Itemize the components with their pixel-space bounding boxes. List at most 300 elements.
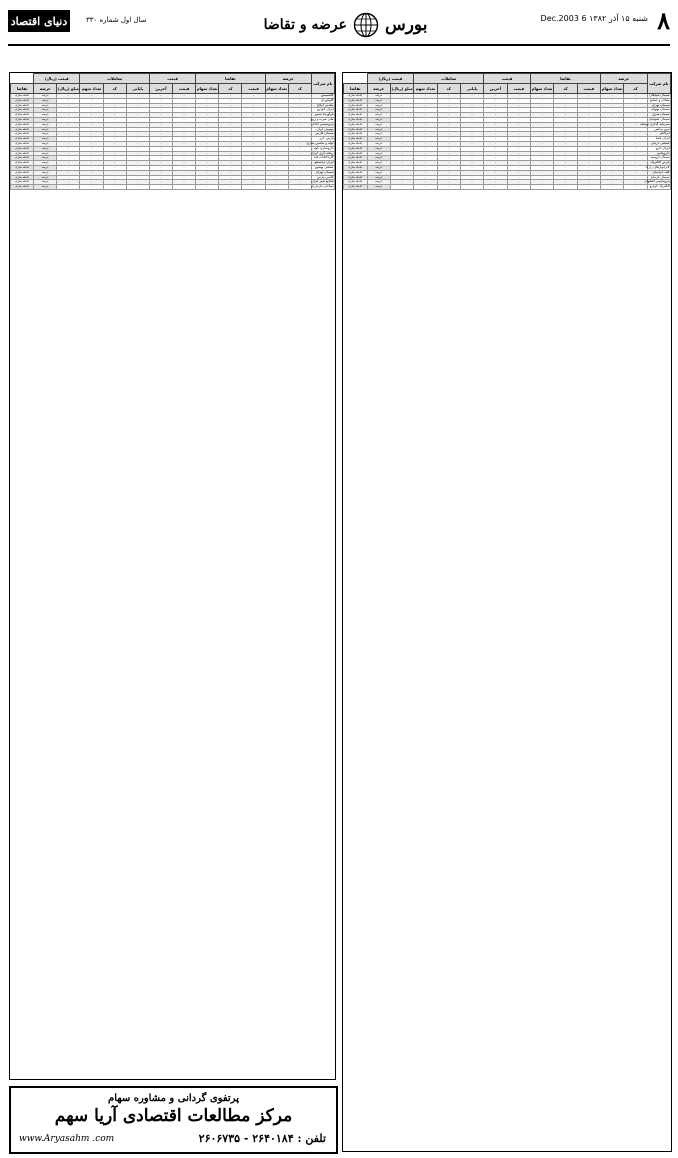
- table-cell: -: [390, 151, 413, 156]
- table-cell: -: [80, 141, 103, 146]
- table-cell: -: [554, 94, 577, 99]
- table-cell: -: [126, 146, 149, 151]
- group-header: قیمت (ریال): [367, 74, 414, 84]
- table-cell: -: [577, 98, 600, 103]
- table-cell: -: [437, 94, 460, 99]
- table-cell: -: [577, 165, 600, 170]
- table-cell: -: [460, 132, 483, 137]
- table-cell: عامله سازی: [344, 141, 368, 146]
- table-cell: -: [484, 141, 507, 146]
- table-cell: -: [265, 108, 288, 113]
- table-cell: -: [554, 170, 577, 175]
- column-header: تقاضا: [11, 84, 34, 94]
- table-cell: -: [577, 161, 600, 166]
- table-cell: -: [554, 108, 577, 113]
- company-name-cell: کاشی پارس: [311, 175, 334, 180]
- table-cell: -: [265, 165, 288, 170]
- newspaper-logo: دنیای اقتصاد: [8, 10, 70, 32]
- table-cell: -: [242, 103, 265, 108]
- table-cell: -: [126, 185, 149, 190]
- table-cell: -: [600, 103, 623, 108]
- table-cell: -: [57, 146, 80, 151]
- company-name-cell: سرمایه گذاری توسعه: [640, 121, 670, 126]
- table-cell: -: [414, 185, 437, 190]
- stock-table: [343, 73, 671, 190]
- column-header: قیمت: [577, 84, 600, 94]
- column-header: کد: [219, 84, 242, 94]
- table-cell: -: [484, 185, 507, 190]
- table-cell: -: [265, 127, 288, 132]
- table-cell: -: [288, 98, 311, 103]
- table-cell: -: [173, 151, 196, 156]
- table-cell: عرضه: [34, 146, 57, 151]
- table-cell: -: [80, 137, 103, 142]
- column-header: کد: [624, 84, 647, 94]
- group-header-row: [344, 74, 671, 84]
- table-cell: -: [437, 170, 460, 175]
- table-cell: -: [600, 156, 623, 161]
- table-cell: -: [149, 161, 172, 166]
- table-cell: -: [196, 170, 219, 175]
- table-cell: -: [173, 175, 196, 180]
- table-cell: -: [242, 175, 265, 180]
- column-header: مبلغ (ریال): [57, 84, 80, 94]
- column-header: کد: [103, 84, 126, 94]
- table-cell: عرضه: [34, 122, 57, 127]
- table-cell: -: [242, 122, 265, 127]
- table-cell: -: [437, 151, 460, 156]
- table-cell: -: [149, 165, 172, 170]
- table-cell: عرضه: [367, 127, 390, 132]
- table-cell: -: [600, 137, 623, 142]
- column-header: تعداد سهام: [265, 84, 288, 94]
- table-cell: -: [242, 94, 265, 99]
- table-cell: -: [103, 137, 126, 142]
- table-cell: -: [265, 113, 288, 118]
- table-cell: -: [414, 141, 437, 146]
- table-cell: -: [484, 146, 507, 151]
- company-name-cell: نیرو ترانس: [647, 127, 670, 132]
- table-cell: -: [484, 137, 507, 142]
- table-cell: -: [57, 151, 80, 156]
- table-cell: -: [80, 117, 103, 122]
- table-cell: -: [173, 117, 196, 122]
- table-cell: -: [80, 185, 103, 190]
- table-cell: -: [126, 122, 149, 127]
- table-cell: -: [196, 113, 219, 118]
- group-header: معاملات: [414, 74, 484, 84]
- table-cell: -: [507, 161, 530, 166]
- table-cell: -: [149, 141, 172, 146]
- company-name-cell: معدنی املاح: [311, 103, 334, 108]
- table-cell: -: [484, 175, 507, 180]
- table-cell: -: [103, 113, 126, 118]
- table-cell: -: [196, 103, 219, 108]
- table-cell: عرضه: [367, 108, 390, 113]
- table-cell: -: [390, 132, 413, 137]
- company-name-cell: ملی سرب و روی: [309, 116, 334, 121]
- issue-date: شنبه ۱۵ آذر ۱۳۸۲ 6 Dec.2003: [540, 14, 648, 23]
- table-cell: -: [624, 185, 647, 190]
- header-rule: [8, 44, 670, 46]
- table-cell: -: [460, 151, 483, 156]
- company-name-cell: کارخانجات قند: [311, 156, 334, 161]
- table-cell: عرضه: [367, 165, 390, 170]
- table-cell: -: [390, 146, 413, 151]
- company-name-cell: صنعتی دریایی: [647, 141, 670, 146]
- table-cell: -: [196, 117, 219, 122]
- table-cell: -: [437, 127, 460, 132]
- table-cell: -: [57, 94, 80, 99]
- table-cell: عامله سازی: [11, 98, 34, 103]
- company-name-cell: گلوکوزان: [311, 98, 334, 103]
- table-cell: -: [390, 161, 413, 166]
- table-cell: -: [554, 151, 577, 156]
- table-cell: -: [57, 137, 80, 142]
- table-cell: -: [57, 141, 80, 146]
- table-cell: -: [437, 180, 460, 185]
- table-cell: -: [484, 113, 507, 118]
- company-name-cell: سیمان صوفیان: [648, 116, 670, 121]
- table-cell: -: [530, 175, 553, 180]
- table-cell: -: [103, 132, 126, 137]
- table-cell: -: [577, 151, 600, 156]
- table-cell: -: [126, 117, 149, 122]
- table-cell: -: [600, 141, 623, 146]
- company-name-cell: بهنوش ایران: [311, 127, 334, 132]
- table-cell: -: [219, 180, 242, 185]
- table-cell: -: [600, 185, 623, 190]
- table-cell: -: [57, 132, 80, 137]
- table-cell: -: [600, 151, 623, 156]
- table-cell: -: [507, 122, 530, 127]
- table-cell: -: [219, 151, 242, 156]
- table-cell: عرضه: [367, 132, 390, 137]
- table-cell: -: [437, 103, 460, 108]
- table-cell: -: [196, 175, 219, 180]
- table-cell: -: [624, 103, 647, 108]
- table-cell: -: [390, 170, 413, 175]
- table-cell: -: [219, 94, 242, 99]
- page-number: ۸: [657, 6, 670, 35]
- table-cell: -: [624, 175, 647, 180]
- table-cell: -: [414, 156, 437, 161]
- table-cell: -: [265, 161, 288, 166]
- table-cell: -: [577, 137, 600, 142]
- column-header: پایانی: [126, 84, 149, 94]
- group-header-row: [11, 74, 335, 84]
- table-cell: -: [149, 94, 172, 99]
- table-cell: -: [460, 185, 483, 190]
- table-cell: -: [530, 185, 553, 190]
- company-name-cell: ایران یاسا: [647, 137, 670, 142]
- table-cell: -: [437, 132, 460, 137]
- table-cell: -: [196, 94, 219, 99]
- column-header: عرضه: [367, 84, 390, 94]
- table-cell: -: [173, 137, 196, 142]
- table-cell: عامله سازی: [344, 117, 368, 122]
- section-title: [258, 10, 433, 40]
- table-cell: -: [507, 108, 530, 113]
- table-cell: -: [196, 185, 219, 190]
- table-cell: -: [242, 146, 265, 151]
- table-cell: -: [577, 122, 600, 127]
- table-cell: -: [530, 132, 553, 137]
- table-cell: -: [149, 151, 172, 156]
- table-cell: عامله سازی: [344, 170, 368, 175]
- table-cell: -: [126, 175, 149, 180]
- column-header: قیمت: [507, 84, 530, 94]
- table-cell: -: [507, 98, 530, 103]
- table-cell: -: [414, 146, 437, 151]
- company-name-cell: کف خراسان: [647, 170, 670, 175]
- table-cell: -: [126, 98, 149, 103]
- table-cell: -: [149, 185, 172, 190]
- table-cell: -: [554, 156, 577, 161]
- table-cell: عامله سازی: [11, 141, 34, 146]
- table-cell: -: [103, 165, 126, 170]
- column-header: قیمت: [242, 84, 265, 94]
- table-cell: -: [173, 170, 196, 175]
- table-cell: عرضه: [34, 180, 57, 185]
- table-cell: -: [149, 122, 172, 127]
- table-cell: -: [414, 165, 437, 170]
- table-cell: -: [484, 151, 507, 156]
- table-cell: عرضه: [34, 132, 57, 137]
- company-name-cell: صنایع شیر ایران: [311, 179, 334, 184]
- table-cell: -: [460, 103, 483, 108]
- group-header: قیمت (ریال): [34, 74, 80, 84]
- table-cell: -: [103, 94, 126, 99]
- company-name-cell: لابراتوارهای رازک: [645, 164, 670, 169]
- table-cell: عرضه: [367, 98, 390, 103]
- table-cell: عامله سازی: [344, 185, 368, 190]
- table-cell: عرضه: [34, 151, 57, 156]
- group-header: تقاضا: [196, 74, 265, 84]
- table-cell: -: [577, 108, 600, 113]
- table-cell: -: [57, 156, 80, 161]
- table-cell: -: [173, 165, 196, 170]
- table-cell: عامله سازی: [11, 103, 34, 108]
- table-cell: -: [507, 156, 530, 161]
- table-cell: -: [126, 137, 149, 142]
- table-cell: -: [484, 161, 507, 166]
- stock-table-right: [342, 72, 672, 1152]
- table-cell: -: [507, 170, 530, 175]
- table-cell: -: [149, 113, 172, 118]
- table-cell: -: [288, 122, 311, 127]
- table-cell: -: [149, 127, 172, 132]
- table-cell: -: [126, 156, 149, 161]
- table-cell: -: [80, 127, 103, 132]
- table-cell: عامله سازی: [344, 151, 368, 156]
- table-cell: -: [196, 146, 219, 151]
- table-cell: -: [414, 127, 437, 132]
- company-name-cell: صنعتی بهشهر: [311, 165, 334, 170]
- company-name-cell: سیمان ارومیه: [647, 156, 670, 161]
- table-cell: -: [577, 185, 600, 190]
- table-cell: -: [554, 137, 577, 142]
- table-cell: -: [57, 165, 80, 170]
- table-cell: -: [242, 127, 265, 132]
- column-header: تقاضا: [344, 84, 368, 94]
- table-cell: -: [265, 98, 288, 103]
- table-cell: -: [530, 103, 553, 108]
- table-cell: -: [173, 113, 196, 118]
- table-cell: عامله سازی: [11, 94, 34, 99]
- table-cell: -: [624, 146, 647, 151]
- table-cell: عرضه: [367, 141, 390, 146]
- table-cell: -: [196, 180, 219, 185]
- company-name-cell: سیمان تهران: [647, 103, 670, 108]
- table-cell: -: [126, 165, 149, 170]
- column-header: کد: [554, 84, 577, 94]
- table-cell: -: [196, 151, 219, 156]
- table-cell: -: [530, 170, 553, 175]
- table-cell: -: [288, 161, 311, 166]
- table-cell: -: [173, 146, 196, 151]
- group-header: قیمت: [149, 74, 195, 84]
- section-title-sub: عرضه و تقاضا: [263, 17, 347, 33]
- table-cell: -: [265, 170, 288, 175]
- table-cell: -: [530, 165, 553, 170]
- table-cell: -: [554, 185, 577, 190]
- table-cell: -: [460, 98, 483, 103]
- table-cell: -: [242, 170, 265, 175]
- table-cell: -: [624, 113, 647, 118]
- table-cell: عرضه: [34, 170, 57, 175]
- table-cell: -: [80, 113, 103, 118]
- table-cell: -: [265, 175, 288, 180]
- table-cell: -: [80, 94, 103, 99]
- table-cell: -: [242, 117, 265, 122]
- table-cell: -: [554, 122, 577, 127]
- table-cell: -: [219, 185, 242, 190]
- table-cell: -: [80, 103, 103, 108]
- table-cell: -: [196, 132, 219, 137]
- table-cell: -: [57, 127, 80, 132]
- company-name-cell: معادن و صنایع: [647, 98, 670, 103]
- table-cell: -: [103, 122, 126, 127]
- table-cell: -: [577, 156, 600, 161]
- table-cell: عرضه: [34, 113, 57, 118]
- company-name-cell: داروسازی کوثر: [312, 145, 334, 150]
- table-cell: -: [242, 98, 265, 103]
- table-cell: -: [600, 175, 623, 180]
- table-cell: -: [530, 122, 553, 127]
- table-cell: -: [624, 170, 647, 175]
- table-cell: -: [484, 132, 507, 137]
- table-cell: -: [390, 113, 413, 118]
- table-cell: -: [484, 156, 507, 161]
- table-cell: -: [507, 103, 530, 108]
- table-cell: -: [80, 161, 103, 166]
- column-header: نام شرکت: [647, 74, 670, 94]
- table-cell: -: [624, 122, 647, 127]
- table-cell: -: [507, 141, 530, 146]
- table-cell: -: [173, 108, 196, 113]
- table-cell: -: [390, 98, 413, 103]
- table-cell: -: [103, 103, 126, 108]
- table-cell: -: [577, 175, 600, 180]
- table-cell: -: [242, 137, 265, 142]
- table-cell: -: [57, 113, 80, 118]
- table-cell: -: [242, 161, 265, 166]
- table-cell: -: [103, 161, 126, 166]
- table-cell: -: [288, 127, 311, 132]
- table-cell: عامله سازی: [344, 103, 368, 108]
- table-cell: عرضه: [367, 122, 390, 127]
- table-cell: -: [460, 122, 483, 127]
- table-cell: -: [265, 137, 288, 142]
- column-header: نام شرکت: [311, 74, 334, 94]
- table-cell: -: [80, 180, 103, 185]
- table-cell: -: [437, 113, 460, 118]
- table-cell: -: [126, 151, 149, 156]
- table-cell: -: [460, 156, 483, 161]
- company-name-cell: ایران ترانسفو: [311, 161, 334, 166]
- table-cell: -: [460, 137, 483, 142]
- table-cell: -: [126, 180, 149, 185]
- table-cell: -: [414, 132, 437, 137]
- table-cell: -: [460, 117, 483, 122]
- table-cell: -: [149, 170, 172, 175]
- table-cell: -: [242, 108, 265, 113]
- table-cell: -: [173, 103, 196, 108]
- table-cell: -: [530, 137, 553, 142]
- column-header: کد: [437, 84, 460, 94]
- stock-table-left: [9, 72, 336, 1080]
- table-cell: -: [437, 161, 460, 166]
- table-cell: عرضه: [34, 137, 57, 142]
- company-name-cell: سیمان تهران: [311, 170, 334, 175]
- table-cell: -: [288, 156, 311, 161]
- table-cell: عامله سازی: [344, 98, 368, 103]
- table-cell: -: [126, 103, 149, 108]
- company-name-cell: پتروشیمی آبادان: [311, 121, 334, 126]
- table-cell: -: [414, 98, 437, 103]
- table-cell: -: [265, 185, 288, 190]
- table-cell: عرضه: [34, 108, 57, 113]
- table-cell: -: [219, 132, 242, 137]
- table-cell: -: [507, 165, 530, 170]
- table-cell: -: [173, 185, 196, 190]
- table-cell: -: [414, 170, 437, 175]
- table-cell: عرضه: [367, 117, 390, 122]
- table-cell: عامله سازی: [11, 151, 34, 156]
- table-cell: -: [219, 141, 242, 146]
- table-cell: -: [530, 141, 553, 146]
- globe-icon: [353, 12, 379, 38]
- company-name-cell: سیمان سپاهان: [647, 94, 670, 99]
- table-cell: -: [390, 94, 413, 99]
- table-cell: -: [265, 132, 288, 137]
- table-cell: -: [149, 180, 172, 185]
- table-cell: عامله سازی: [11, 137, 34, 142]
- column-header: کد: [288, 84, 311, 94]
- table-cell: عامله سازی: [344, 137, 368, 142]
- table-cell: -: [288, 151, 311, 156]
- table-cell: -: [219, 156, 242, 161]
- table-cell: -: [196, 165, 219, 170]
- table-cell: -: [242, 185, 265, 190]
- table-cell: -: [507, 185, 530, 190]
- table-cell: عامله سازی: [11, 180, 34, 185]
- company-name-cell: ایران دارو: [647, 146, 670, 151]
- table-cell: عامله سازی: [344, 180, 368, 185]
- table-cell: -: [437, 141, 460, 146]
- table-cell: -: [242, 165, 265, 170]
